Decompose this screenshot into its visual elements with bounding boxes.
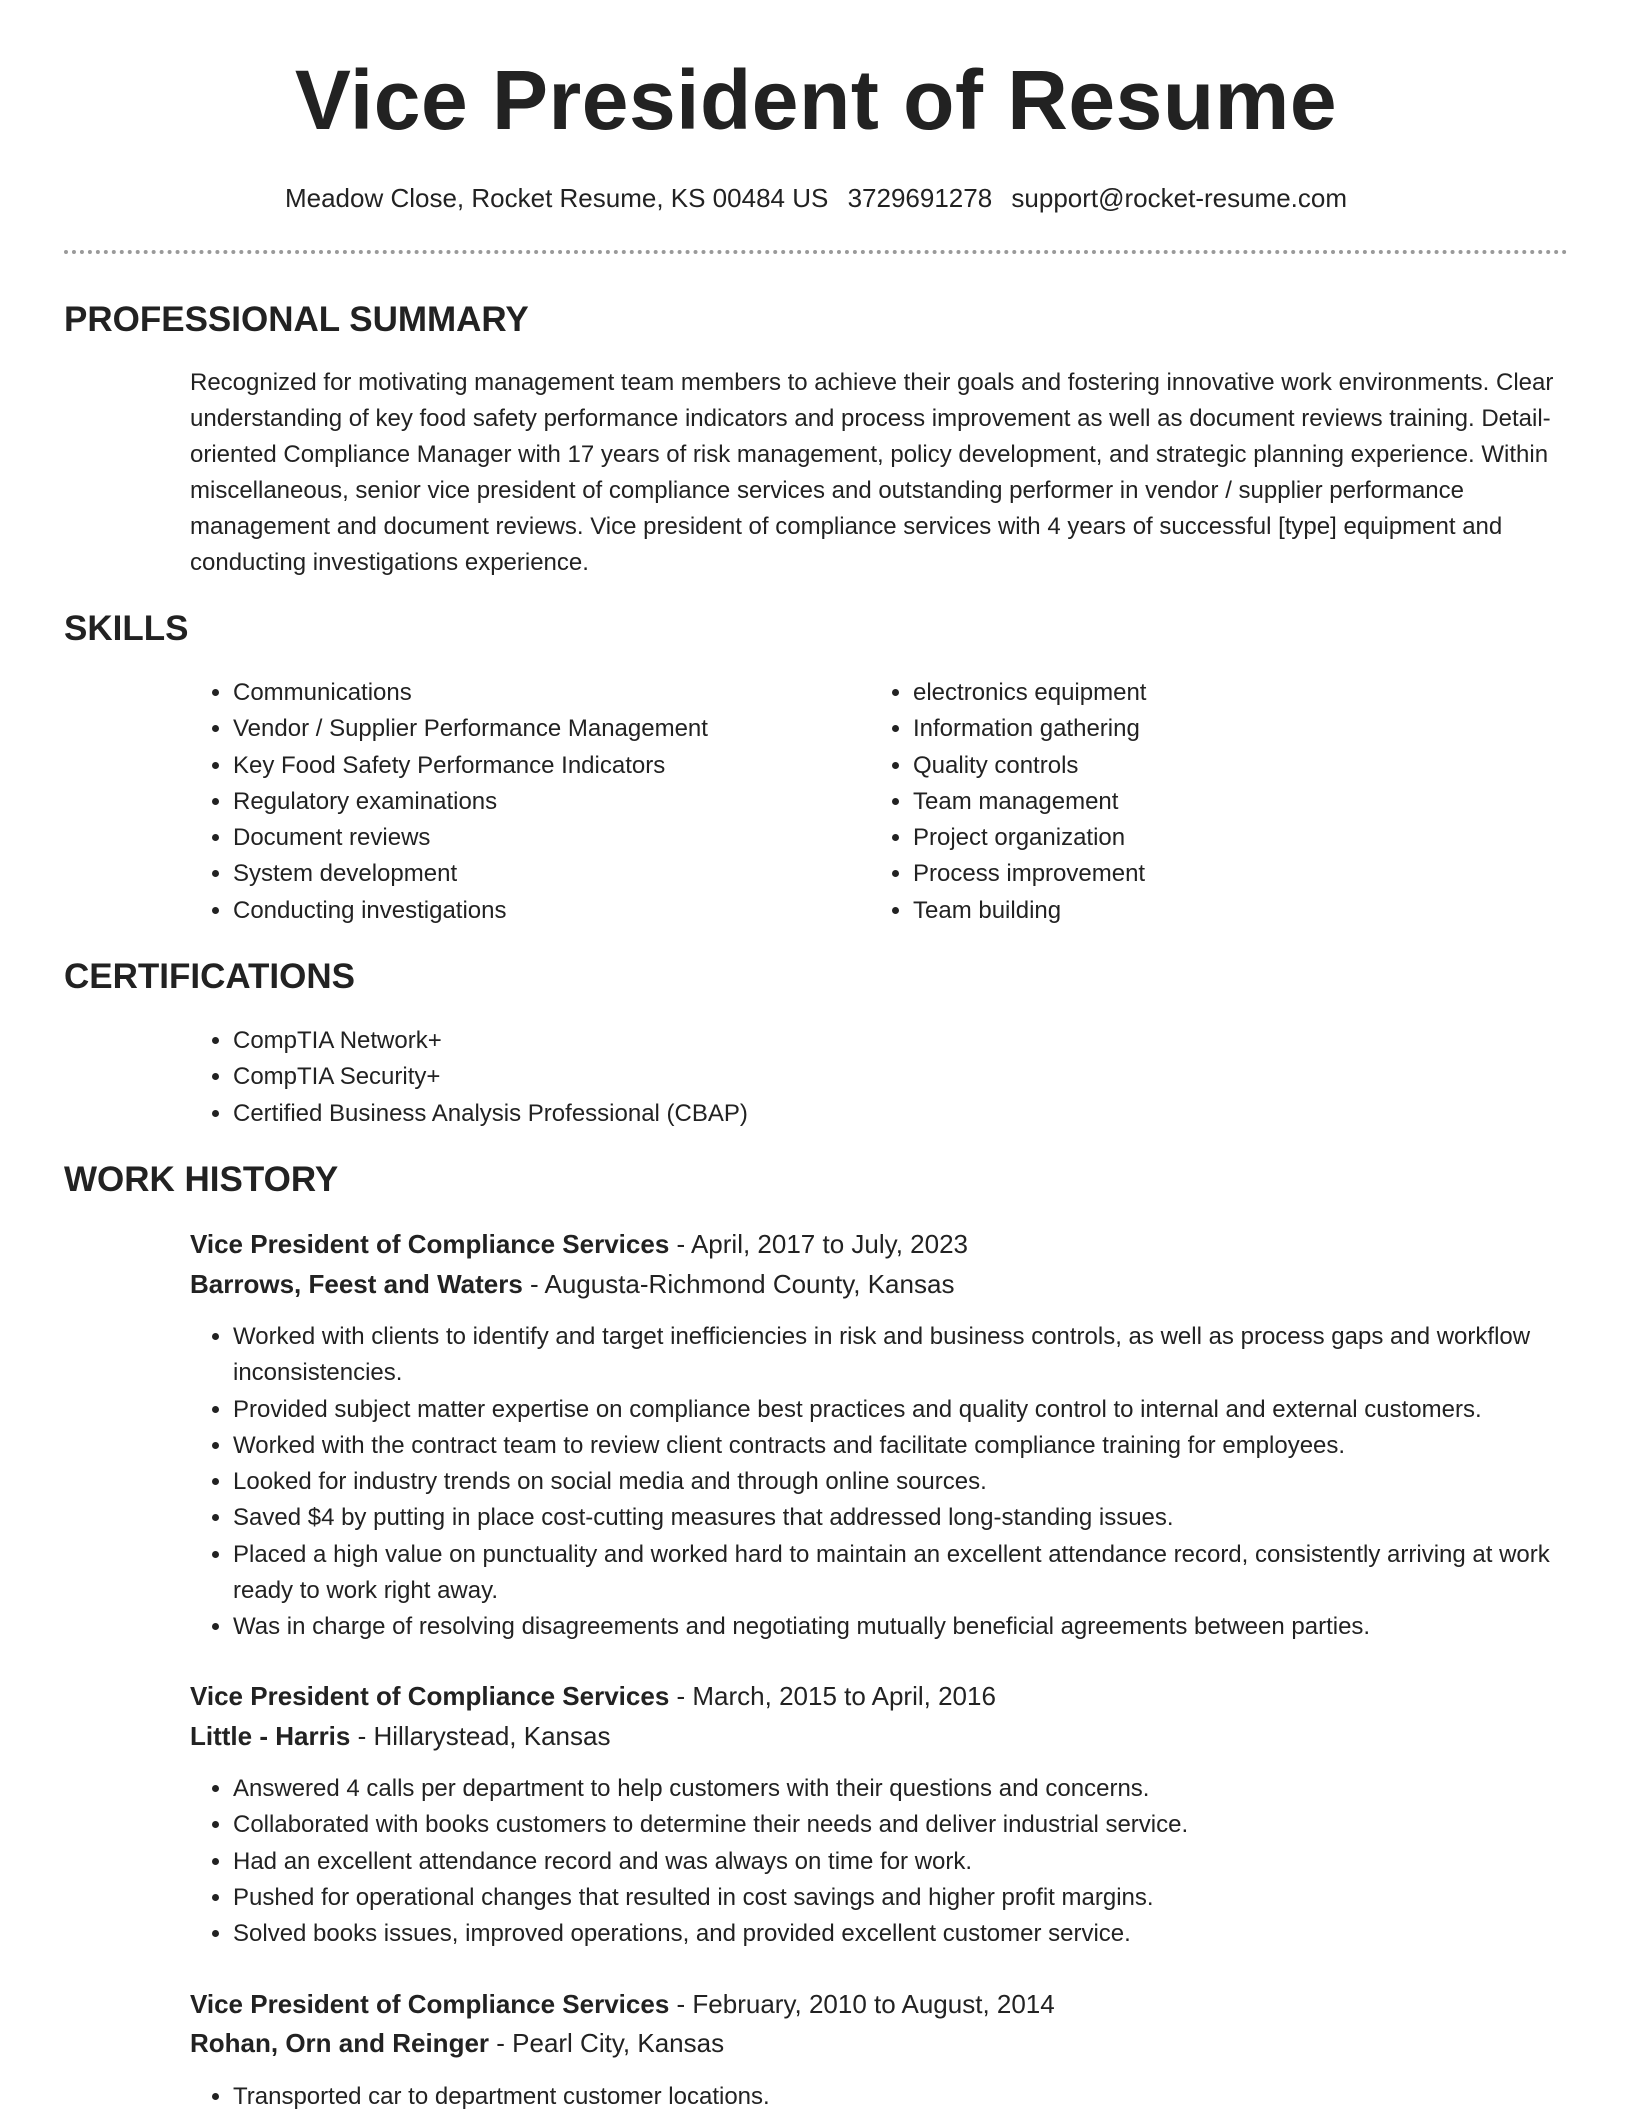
skill-item: • Communications — [233, 675, 853, 711]
job-bullet: • Collaborated with books customers to determine their needs and deliver industrial service. — [233, 1807, 1583, 1843]
skill-item: • Regulatory examinations — [233, 784, 853, 820]
skills-list-right — [870, 675, 1563, 929]
certification-item: • CompTIA Network+ — [233, 1023, 1533, 1059]
skill-item: • Key Food Safety Performance Indicators — [233, 748, 853, 784]
summary-text: Recognized for motivating management team members to achieve their goals and fostering innovative work environments. Clear understanding of key food safety performance indicators and process improvement as well as document reviews training. Detail-oriented Compliance Manager with 17 years of risk management, policy development, and strategic planning experience. Within miscellaneous, senior vice president of compliance services and outstanding performer in vendor / supplier performance management and document reviews. Vice president of compliance services with 4 years of successful [type] equipment and conducting investigations experience. — [190, 369, 1554, 576]
section-title-work-history: WORK HISTORY — [64, 1160, 339, 1199]
job-bullet: • Was in charge of resolving disagreements and negotiating mutually beneficial agreements between parties. — [233, 1609, 1583, 1645]
job-company-line — [190, 1718, 610, 1754]
job-title-line — [190, 1678, 996, 1714]
header-divider — [64, 250, 1568, 254]
skills-list-left — [190, 675, 853, 929]
job-bullet: • Solved books issues, improved operations, and provided excellent customer service. — [233, 1916, 1583, 1952]
skill-item: • Information gathering — [913, 711, 1563, 747]
job-bullets — [190, 1771, 1583, 1952]
skill-item: • Conducting investigations — [233, 893, 853, 929]
job-bullet: • Placed a high value on punctuality and worked hard to maintain an excellent attendance record, consistently arriving at work ready to work right away. — [233, 1537, 1583, 1610]
job-location: - Pearl City, Kansas — [489, 2028, 725, 2058]
job-location: - Augusta-Richmond County, Kansas — [522, 1269, 955, 1299]
skill-item: • Process improvement — [913, 856, 1563, 892]
job-bullet: • Answered 4 calls per department to help customers with their questions and concerns. — [233, 1771, 1583, 1807]
job-bullet: • Saved $4 by putting in place cost-cutting measures that addressed long-standing issues. — [233, 1500, 1583, 1536]
job-bullet: • Worked with clients to identify and target inefficiencies in risk and business controls, as well as process gaps and workflow inconsistencies. — [233, 1319, 1583, 1392]
job-title-line — [190, 1226, 968, 1262]
job-bullet: • Worked with the contract team to review client contracts and facilitate compliance training for employees. — [233, 1428, 1583, 1464]
job-title: Vice President of Compliance Services — [190, 1681, 670, 1711]
job-dates: - March, 2015 to April, 2016 — [669, 1681, 996, 1711]
section-title-certifications: CERTIFICATIONS — [64, 957, 356, 996]
contact-line — [0, 180, 1632, 216]
candidate-name: Vice President of Resume — [294, 53, 1338, 147]
job-bullet: • Looked for industry trends on social media and through online sources. — [233, 1464, 1583, 1500]
certifications-list — [190, 1023, 1533, 1132]
job-dates: - April, 2017 to July, 2023 — [669, 1229, 968, 1259]
job-title: Vice President of Compliance Services — [190, 1229, 670, 1259]
job-bullet: • Provided subject matter expertise on compliance best practices and quality control to internal and external customers. — [233, 1392, 1583, 1428]
skill-item: • Team building — [913, 893, 1563, 929]
certification-item: • Certified Business Analysis Professional (CBAP) — [233, 1096, 1533, 1132]
skill-item: • Project organization — [913, 820, 1563, 856]
job-company: Barrows, Feest and Waters — [190, 1269, 523, 1299]
job-company-line — [190, 1266, 954, 1302]
job-location: - Hillarystead, Kansas — [350, 1721, 611, 1751]
job-dates: - February, 2010 to August, 2014 — [669, 1989, 1055, 2019]
skill-item: • Document reviews — [233, 820, 853, 856]
job-company: Little - Harris — [190, 1721, 351, 1751]
skill-item: • electronics equipment — [913, 675, 1563, 711]
skill-item: • Quality controls — [913, 748, 1563, 784]
certification-item: • CompTIA Security+ — [233, 1059, 1533, 1095]
job-bullet: • Had an excellent attendance record and was always on time for work. — [233, 1844, 1583, 1880]
job-bullets — [190, 2079, 1583, 2115]
job-title: Vice President of Compliance Services — [190, 1989, 670, 2019]
skill-item: • Vendor / Supplier Performance Management — [233, 711, 853, 747]
skill-item: • System development — [233, 856, 853, 892]
contact-phone: 3729691278 — [847, 183, 993, 213]
job-bullets — [190, 1319, 1583, 1646]
contact-email: support@rocket-resume.com — [1011, 183, 1348, 213]
skill-item: • Team management — [913, 784, 1563, 820]
job-bullet: • Transported car to department customer locations. — [233, 2079, 1583, 2115]
job-title-line — [190, 1986, 1055, 2022]
job-bullet: • Pushed for operational changes that resulted in cost savings and higher profit margins. — [233, 1880, 1583, 1916]
section-title-summary: PROFESSIONAL SUMMARY — [64, 300, 529, 339]
section-title-skills: SKILLS — [64, 609, 189, 648]
job-company-line — [190, 2025, 724, 2061]
contact-address: Meadow Close, Rocket Resume, KS 00484 US — [284, 183, 829, 213]
job-company: Rohan, Orn and Reinger — [190, 2028, 490, 2058]
